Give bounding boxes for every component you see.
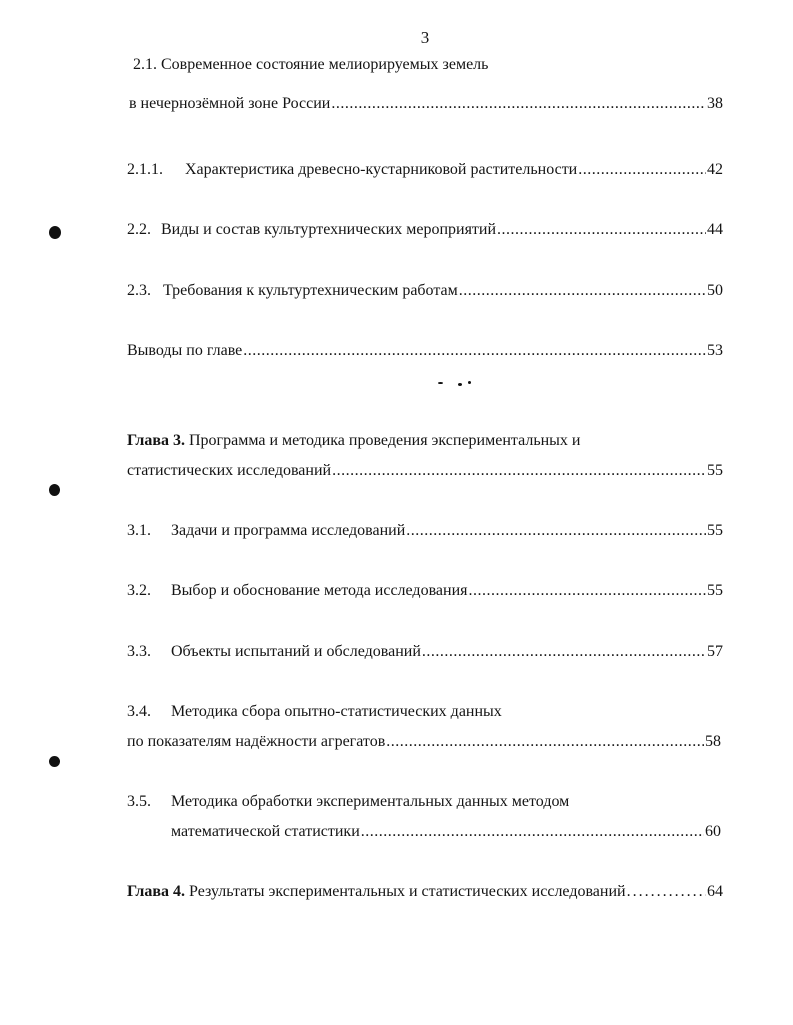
- toc-entry-3-2-number: 3.2.: [127, 582, 151, 599]
- toc-chapter-3: [127, 461, 723, 481]
- toc-entry-3-5-line1: [127, 792, 569, 812]
- toc-leader-dots: [497, 220, 706, 240]
- toc-entry-3-4-line1: [127, 702, 502, 722]
- toc-leader-dots: [459, 281, 706, 301]
- page-number: 3: [420, 28, 430, 47]
- toc-chapter-3-page: 55: [707, 462, 723, 479]
- toc-entry-3-1-number: 3.1.: [127, 522, 151, 539]
- toc-entry-3-5: [171, 822, 721, 842]
- scan-artifact-mark: [438, 382, 443, 384]
- toc-chapter-4-page: 64: [707, 883, 723, 900]
- toc-entry-conclusions-page: 53: [707, 342, 723, 359]
- toc-entry-2-1-1-number: 2.1.1.: [127, 161, 163, 178]
- toc-entry-3-2-title: Выбор и обоснование метода исследования: [171, 582, 468, 599]
- toc-entry-3-3-page: 57: [707, 643, 723, 660]
- toc-chapter-4-title: Результаты экспериментальных и статистических исследований: [185, 883, 626, 900]
- toc-entry-3-5-page: 60: [705, 823, 721, 840]
- toc-entry-2-3-page: 50: [707, 282, 723, 299]
- toc-entry-3-4: [127, 732, 721, 752]
- toc-chapter-3-line1: [127, 431, 581, 451]
- toc-leader-dots: [469, 581, 707, 601]
- toc-entry-3-4-title-cont: по показателям надёжности агрегатов: [127, 733, 386, 750]
- toc-entry-2-1: [129, 94, 723, 114]
- toc-entry-3-4-title: Методика сбора опытно-статистических данных: [171, 703, 502, 720]
- toc-chapter-3-title: Программа и методика проведения экспериментальных и: [185, 432, 581, 449]
- toc-chapter-3-label: Глава 3.: [127, 432, 185, 449]
- toc-leader-dots: [332, 461, 706, 481]
- toc-chapter-3-title-cont: статистических исследований: [127, 462, 332, 479]
- toc-entry-3-3-title: Объекты испытаний и обследований: [171, 643, 421, 660]
- scan-artifact-mark: [49, 484, 60, 496]
- toc-entry-conclusions: [127, 341, 723, 361]
- scan-artifact-mark: [49, 226, 61, 239]
- toc-entry-2-1-title: в нечернозёмной зоне России: [129, 95, 331, 112]
- toc-entry-2-3-title: Требования к культуртехническим работам: [163, 282, 458, 299]
- toc-entry-2-1-line1: 2.1. Современное состояние мелиорируемых земель: [133, 56, 489, 73]
- toc-entry-conclusions-title: Выводы по главе: [127, 342, 243, 359]
- toc-entry-2-3-number: 2.3.: [127, 282, 151, 299]
- toc-leader-dots: [578, 160, 706, 180]
- toc-leader-dots: [406, 521, 706, 541]
- toc-entry-2-1-page: 38: [707, 95, 723, 112]
- toc-entry-2-3: [127, 281, 723, 301]
- toc-entry-3-5-number: 3.5.: [127, 793, 151, 810]
- toc-entry-3-5-title: Методика обработки экспериментальных данных методом: [171, 793, 570, 810]
- toc-leader-dots: [386, 732, 704, 752]
- toc-entry-2-2: [127, 220, 723, 240]
- toc-entry-3-4-page: 58: [705, 733, 721, 750]
- toc-entry-3-5-title-cont: математической статистики: [171, 823, 360, 840]
- toc-entry-2-2-title: Виды и состав культуртехнических мероприятий: [161, 221, 497, 238]
- toc-entry-3-4-number: 3.4.: [127, 703, 151, 720]
- toc-leader-dots: [361, 822, 704, 842]
- toc-entry-2-1-1-page: 42: [707, 161, 723, 178]
- toc-leader-dots: [243, 341, 706, 361]
- scan-artifact-mark: [468, 381, 471, 384]
- toc-entry-3-2-page: 55: [707, 582, 723, 599]
- toc-entry-3-1: [127, 521, 723, 541]
- toc-entry-2-1-1-title: Характеристика древесно-кустарниковой растительности: [185, 161, 578, 178]
- toc-leader-dots: [422, 642, 706, 662]
- toc-leader-dots: [331, 94, 706, 114]
- toc-chapter-4: [127, 882, 723, 902]
- toc-chapter-4-label: Глава 4.: [127, 883, 185, 900]
- toc-entry-3-2: [127, 581, 723, 601]
- toc-entry-3-3-number: 3.3.: [127, 643, 151, 660]
- toc-entry-3-1-page: 55: [707, 522, 723, 539]
- toc-entry-3-3: [127, 642, 723, 662]
- toc-entry-2-2-number: 2.2.: [127, 221, 151, 238]
- scan-artifact-mark: [49, 756, 60, 767]
- scan-artifact-mark: [458, 383, 462, 386]
- toc-entry-3-1-title: Задачи и программа исследований: [171, 522, 406, 539]
- toc-entry-2-1-1: [127, 160, 723, 180]
- toc-entry-2-2-page: 44: [707, 221, 723, 238]
- toc-leader-dots: [627, 882, 706, 902]
